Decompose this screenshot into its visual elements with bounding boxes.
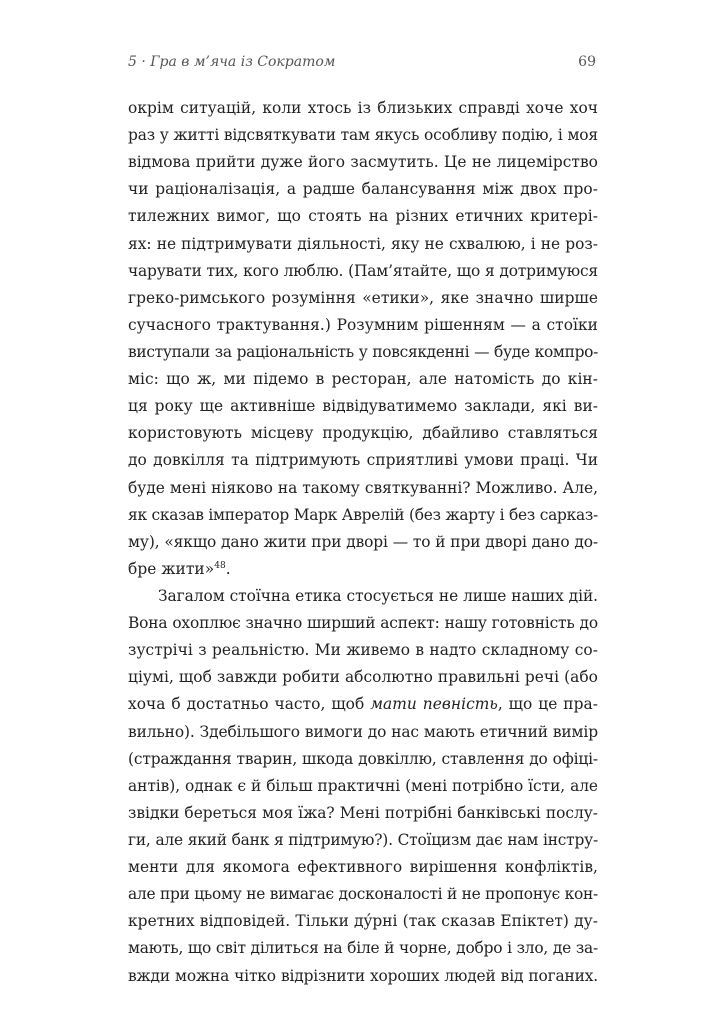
footnote-marker[interactable]: 48 xyxy=(214,560,226,571)
text-line: звідки береться моя їжа? Мені потрібні банківські послу- xyxy=(128,803,598,822)
text-line: ях: не підтримувати діяльності, яку не схвалюю, і не роз- xyxy=(128,234,598,253)
text-line: му), «якщо дано жити при дворі — то й при дворі дано до- xyxy=(128,532,598,551)
text-line: вжди можна чітко відрізнити хороших людей від поганих. xyxy=(128,966,598,985)
text-line: антів), однак є й більш практичні (мені потрібно їсти, але xyxy=(128,776,598,795)
text-line: чарувати тих, кого люблю. (Пам’ятайте, що я дотримуюся xyxy=(128,261,598,280)
text-line: до довкілля та підтримують сприятливі умови праці. Чи xyxy=(128,451,598,470)
chapter-title: 5 · Гра в м’яча із Сократом xyxy=(128,54,336,70)
text-line: кретних відповідей. Тільки дýрні (так сказав Епіктет) ду- xyxy=(128,912,598,931)
text-line: користовують місцеву продукцію, дбайливо ставляться xyxy=(128,424,598,443)
text-line: ця року ще активніше відвідуватимемо заклади, які ви- xyxy=(128,397,598,416)
text-line: чи раціоналізація, а радше балансування між двох про- xyxy=(128,180,598,199)
text-line: менти для якомога ефективного вирішення конфліктів, xyxy=(128,858,598,877)
text-line: мають, що світ ділиться на біле й чорне, добро і зло, де за- xyxy=(128,939,598,958)
text-line: тилежних вимог, що стоять на різних етичних критері- xyxy=(128,207,598,226)
text-line: виступали за раціональність у повсякденні — буде компро- xyxy=(128,342,598,361)
text-line: відмова прийти дуже його засмутить. Це не лицемірство xyxy=(128,153,598,172)
text-line: (страждання тварин, шкода довкіллю, ставлення до офіці- xyxy=(128,749,598,768)
text-line: зустрічі з реальністю. Ми живемо в надто складному со- xyxy=(128,641,598,660)
emphasis-text: мати певність xyxy=(370,695,498,714)
text-line: вильно). Здебільшого вимоги до нас мають етичний вимір xyxy=(128,722,598,741)
body-text xyxy=(128,95,598,990)
text-line: греко-римського розуміння «етики», яке значно ширше xyxy=(128,288,598,307)
text-line: ги, але який банк я підтримую?). Стоїцизм дає нам інстру- xyxy=(128,830,598,849)
text-line xyxy=(128,556,598,583)
line-text: . xyxy=(225,559,231,578)
text-line: як сказав імператор Марк Аврелій (без жарту і без сарказ- xyxy=(128,505,598,524)
page-number: 69 xyxy=(578,54,596,70)
text-line: раз у житті відсвяткувати там якусь особливу подію, і моя xyxy=(128,126,598,145)
running-head xyxy=(128,54,596,78)
text-line: Вона охоплює значно ширший аспект: нашу готовність до xyxy=(128,614,598,633)
text-line xyxy=(128,691,598,718)
text-line: міс: що ж, ми підемо в ресторан, але натомість до кін- xyxy=(128,370,598,389)
text-line: але при цьому не вимагає досконалості й не пропонує кон- xyxy=(128,885,598,904)
text-line: Загалом стоїчна етика стосується не лише наших дій. xyxy=(158,586,598,605)
line-text: , що це пра- xyxy=(497,695,598,714)
text-line: сучасного трактування.) Розумним рішенням — а стоїки xyxy=(128,315,598,334)
line-text: бре жити» xyxy=(128,559,215,578)
text-line: ціумі, щоб завжди робити абсолютно правильні речі (або xyxy=(128,668,598,687)
text-line: буде мені ніяково на такому святкуванні? Можливо. Але, xyxy=(128,478,598,497)
text-line: окрім ситуацій, коли хтось із близьких справді хоче хоч xyxy=(128,99,598,117)
line-text: хоча б достатньо часто, щоб xyxy=(128,695,371,714)
